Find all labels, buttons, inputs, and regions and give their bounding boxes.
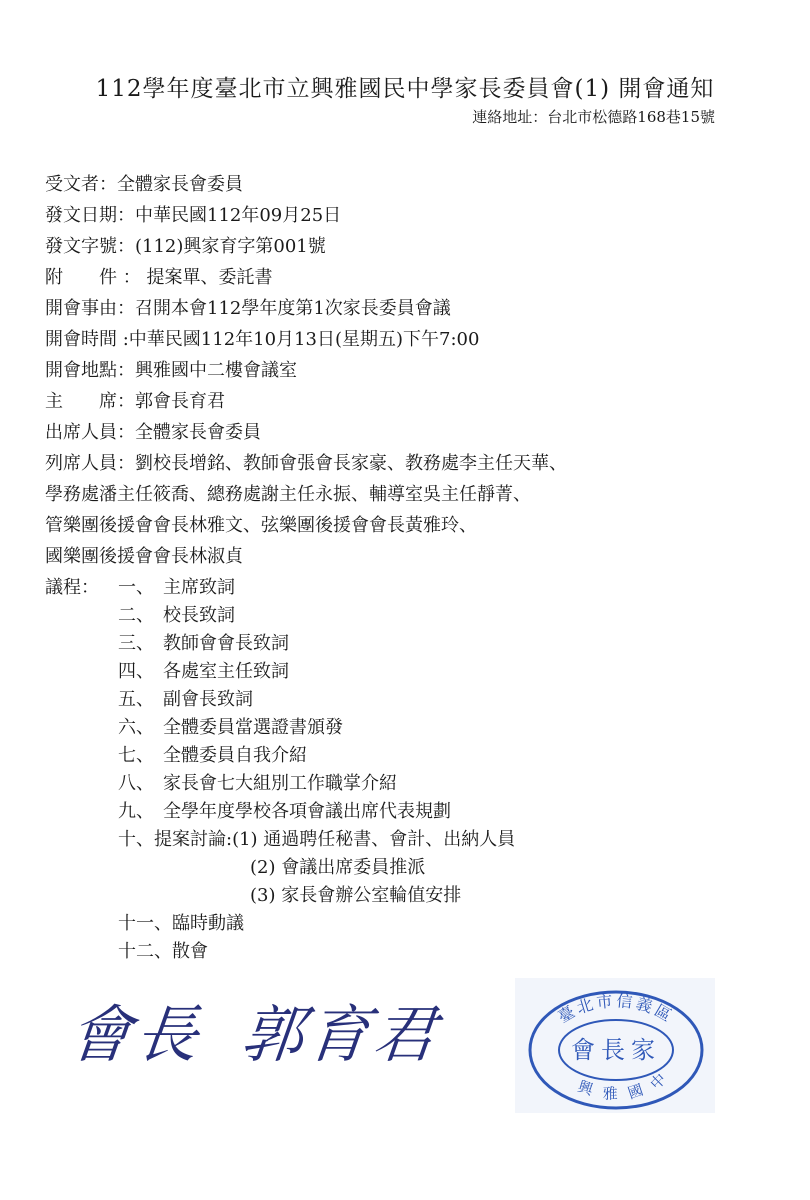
agenda-item: 五、 副會長致詞 bbox=[118, 689, 253, 710]
agenda-subitem: (3) 家長會辦公室輪值安排 bbox=[250, 885, 462, 906]
seal-ring-bottom-text: 興雅國中 bbox=[575, 1061, 679, 1103]
agenda-subitem: (2) 會議出席委員推派 bbox=[250, 857, 426, 878]
agenda-item: 十一、臨時動議 bbox=[118, 913, 244, 934]
field-issue-date: 發文日期：中華民國112年09月25日 bbox=[45, 205, 342, 226]
contact-address: 連絡地址：台北市松德路168巷15號 bbox=[472, 108, 715, 126]
signature-title: 會長 bbox=[65, 998, 206, 1071]
agenda-item: 九、 全學年度學校各項會議出席代表規劃 bbox=[118, 801, 451, 822]
agenda-item: 十二、散會 bbox=[118, 941, 208, 962]
field-observers-line-3: 管樂團後援會會長林雅文、弦樂團後援會會長黃雅玲、 bbox=[45, 515, 477, 536]
agenda-item: 二、 校長致詞 bbox=[118, 605, 235, 626]
page-title: 112學年度臺北市立興雅國民中學家長委員會(1) 開會通知 bbox=[95, 76, 715, 102]
field-observers-line-1: 列席人員：劉校長增銘、教師會張會長家豪、教務處李主任天華、 bbox=[45, 453, 567, 474]
agenda-item: 一、 主席致詞 bbox=[118, 577, 235, 598]
field-observers-line-2: 學務處潘主任筱喬、總務處謝主任永振、輔導室吳主任靜菁、 bbox=[45, 484, 531, 505]
seal-ring-top-text: 臺北市信義區 bbox=[554, 991, 678, 1027]
handwritten-signature bbox=[65, 985, 444, 1074]
agenda-item: 三、 教師會會長致詞 bbox=[118, 633, 289, 654]
signature-name: 郭育君 bbox=[237, 998, 444, 1071]
agenda-item: 十、提案討論:(1) 通過聘任秘書、會計、出納人員 bbox=[118, 829, 516, 850]
svg-text:臺北市信義區 bbox=[555, 991, 678, 1026]
agenda-item: 七、 全體委員自我介紹 bbox=[118, 745, 307, 766]
field-document-number: 發文字號：(112)興家育字第001號 bbox=[45, 236, 326, 257]
agenda-label: 議程： bbox=[45, 577, 99, 598]
field-meeting-subject: 開會事由：召開本會112學年度第1次家長委員會議 bbox=[45, 298, 451, 319]
seal-center-text: 會長家 bbox=[571, 1036, 661, 1064]
field-meeting-time: 開會時間 :中華民國112年10月13日(星期五)下午7:00 bbox=[45, 329, 480, 350]
field-attachments: 附 件 ： 提案單、委託書 bbox=[45, 267, 273, 288]
svg-text:興雅國中 bbox=[576, 1061, 679, 1102]
field-attendees: 出席人員：全體家長會委員 bbox=[45, 422, 261, 443]
field-recipient: 受文者：全體家長會委員 bbox=[45, 174, 243, 195]
field-meeting-place: 開會地點：興雅國中二樓會議室 bbox=[45, 360, 297, 381]
field-observers-line-4: 國樂團後援會會長林淑貞 bbox=[45, 546, 243, 567]
agenda-item: 四、 各處室主任致詞 bbox=[118, 661, 289, 682]
official-seal bbox=[515, 978, 715, 1113]
agenda-item: 六、 全體委員當選證書頒發 bbox=[118, 717, 343, 738]
field-chair: 主 席：郭會長育君 bbox=[45, 391, 225, 412]
agenda-item: 八、 家長會七大組別工作職掌介紹 bbox=[118, 773, 397, 794]
